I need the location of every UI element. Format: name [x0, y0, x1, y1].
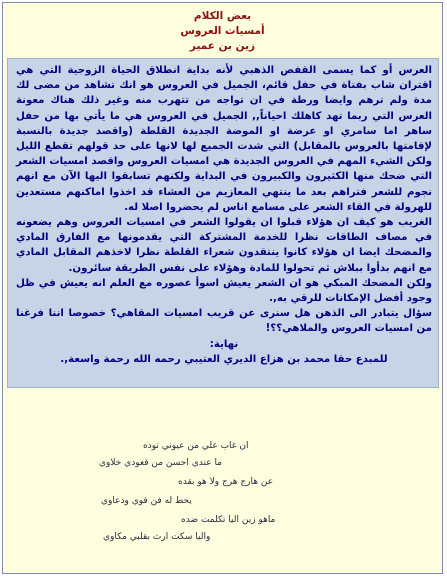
article-body: [7, 58, 439, 388]
poem-verse: ماهو زين اليا تكلمت ضده: [181, 515, 276, 525]
article-header: [3, 9, 442, 54]
author-name: زين بن عمير: [189, 40, 256, 52]
paragraph-irony: ولكن المضحك المبكي هو ان الشعر يعيش اسوأ عصوره مع العلم انه يعيش في ظل وجود أفضل الإمكانات للرقي به,.: [16, 277, 432, 305]
article-title: أمسيات العروس: [180, 25, 265, 37]
ending-label: نهاية:: [209, 338, 239, 350]
paragraph-question: سؤال يتبادر الى الذهن هل سنرى عن قريب امسيات المقاهي؟ خصوصا اننا فرغنا من امسيات العروس والملاهي؟؟!: [16, 308, 432, 335]
poem-verse: ما عندي احسن من قعودي خلاوي: [99, 458, 223, 468]
poem-verse: واليا سكت ارث بقلبي مكاوي: [103, 532, 211, 542]
poem-verse: عن هارج هرج ولا هو بقده: [178, 477, 274, 487]
poem-verse: يحط له فن قوي ودعاوي: [101, 496, 192, 506]
poem-verse: ان غاب علي من عيوني توده: [143, 441, 249, 451]
paragraph-intro: العرس أو كما يسمى القفص الذهبي لأنه بداية انطلاق الحياة الزوجية التي هي اقتران شاب بفتاة في حفل قائم، الجميل في العروس هو انك تشاهد من مضى لك مدة ولم ترهم وايضا ورطة في ان تواجه من تتهرب منه وغير ذلك هناك معونة العرس التي ربما تهد كاهلك احياناً,, الجميل في العروس هي ما يأتي بها من حفل ساهر اما سامري او عرضة او الموضة الجديدة القلطة (واقصد جديدة بالنسبة لإقامتها بالعروس بالمقابل) التي شدت الجميع لها لانها على حد قولهم تقطع الليل ولكن الشيء المهم في العروس الجديدة هي امسيات العروس واقصد امسيات الشعر التي ضحك منها الكثيرون والكبيرون في البداية ولكنهم تسابقوا اليها الآن مع انهم نجوم للشعر فتراهم بعد ما ينتهي المعازيم من العشاء قد اخذوا اماكنهم مستعدين للهرولة في القاء الشعر على مسامع اناس لم يحضروا اصلا له.: [16, 65, 432, 213]
page-frame: [2, 2, 443, 574]
poem: [3, 441, 444, 575]
ending-dedication: للمبدع حقا محمد بن هزاع الديري العتيبي رحمه الله رحمة واسعة,.: [60, 353, 388, 365]
paragraph-strange: الغريب هو كيف ان هؤلاء قبلوا ان يقولوا الشعر في امسيات العروس وهم يضعونه في مصاف الطاقات نظرا للخدمة المشتركة التي يقدمونها مع الفارق المادي والمضحك ايضا ان هؤلاء كانوا ينتقدون شعراء القلطة نظرا لاخذهم المقابل المادي مع انهم بدأوا ببلاش ثم تحولوا للمادة وهؤلاء على نفس الطريقة سائرون.: [16, 217, 432, 274]
section-label: بعض الكلام: [193, 10, 252, 22]
